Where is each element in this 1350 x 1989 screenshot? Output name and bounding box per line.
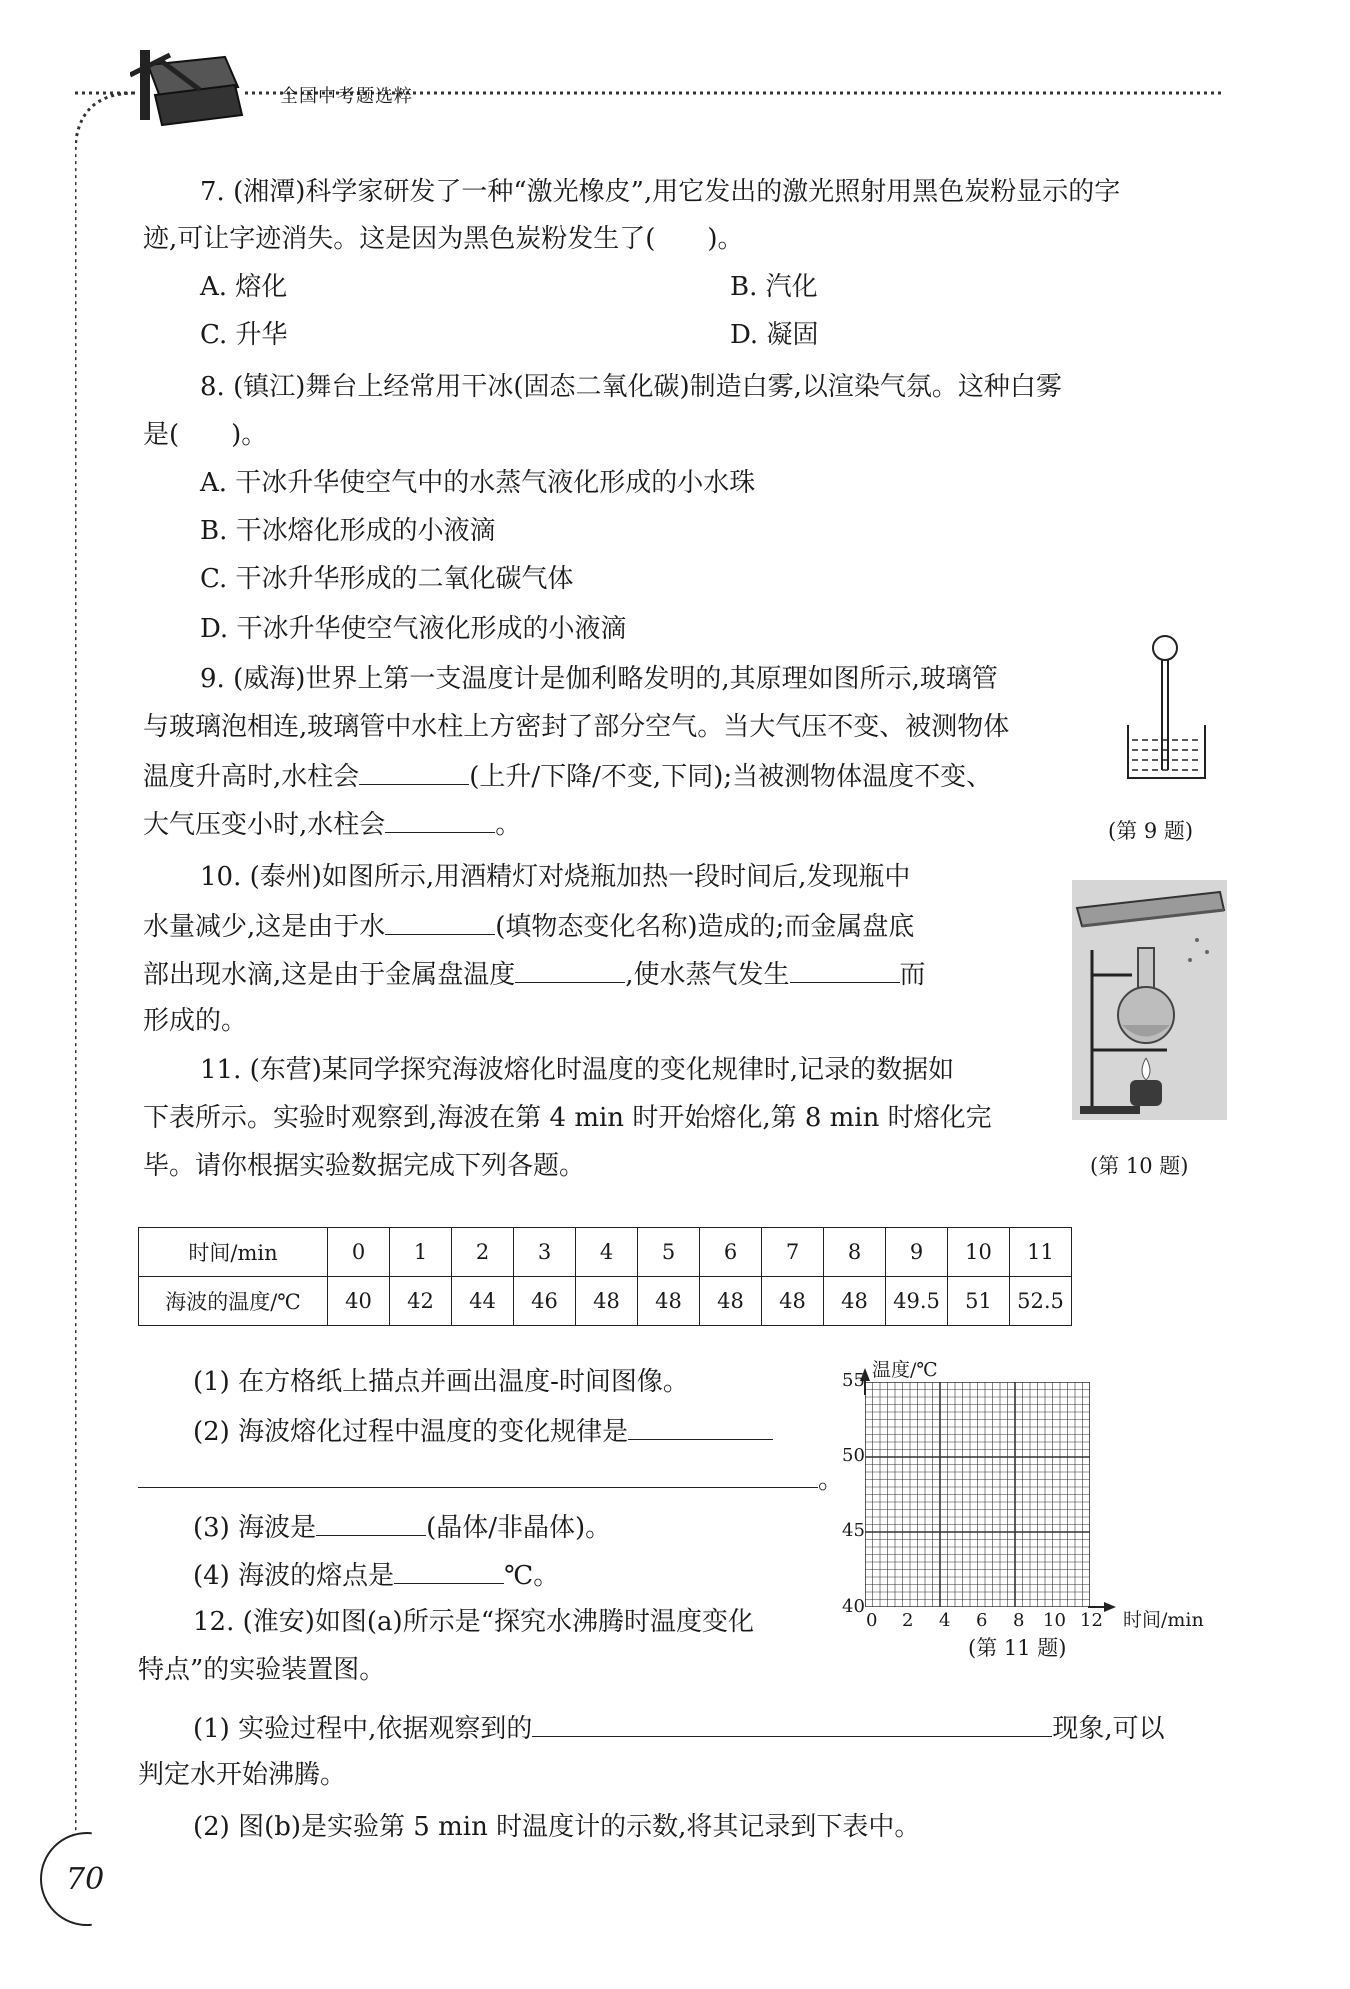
x-tick-label: 10 [1043,1610,1066,1631]
table-cell: 6 [700,1228,762,1277]
y-tick-label: 40 [842,1596,865,1617]
q8-option-c: C. 干冰升华形成的二氧化碳气体 [200,564,574,594]
q9-line4: 大气压变小时,水柱会 。 [143,806,521,842]
q11-blank-2[interactable] [138,1461,818,1488]
q10-blank-1[interactable] [385,908,495,935]
q11-sub3: (3) 海波是 (晶体/非晶体)。 [193,1509,611,1545]
q11-blank-3[interactable] [316,1509,426,1536]
q9-blank-1[interactable] [359,758,469,785]
table-cell: 5 [638,1228,700,1277]
q10-blank-3[interactable] [790,956,900,983]
q11-line1: 11. (东营)某同学探究海波熔化时温度的变化规律时,记录的数据如 [200,1055,955,1085]
table-cell: 1 [390,1228,452,1277]
q7-line2: 迹,可让字迹消失。这是因为黑色炭粉发生了( )。 [143,224,744,254]
table-row-time [139,1228,1072,1277]
x-tick-label: 2 [902,1610,914,1631]
table-cell: 48 [824,1277,886,1326]
table-cell: 49.5 [886,1277,948,1326]
x-tick-label: 4 [939,1610,951,1631]
table-cell: 51 [948,1277,1010,1326]
q10-line1: 10. (泰州)如图所示,用酒精灯对烧瓶加热一段时间后,发现瓶中 [200,862,911,892]
q10-caption: (第 10 题) [1090,1154,1189,1178]
q12-sub1-cont: 判定水开始沸腾。 [138,1760,347,1790]
q11-line3: 毕。请你根据实验数据完成下列各题。 [143,1151,586,1181]
q8-option-b: B. 干冰熔化形成的小液滴 [200,516,496,546]
q12-blank-1[interactable] [532,1710,1052,1737]
q11-sub2: (2) 海波熔化过程中温度的变化规律是 [193,1413,773,1449]
table-cell: 46 [514,1277,576,1326]
q12-line2: 特点”的实验装置图。 [138,1655,386,1685]
header-title: 全国中考题选粹 [280,86,413,107]
x-tick-label: 12 [1080,1610,1103,1631]
table-row-temp [139,1277,1072,1326]
q11-blank-4[interactable] [394,1557,504,1584]
galileo-thermometer-figure [1120,630,1220,785]
table-cell: 52.5 [1010,1277,1072,1326]
q9-line3: 温度升高时,水柱会 (上升/下降/不变,下同);当被测物体温度不变、 [143,758,992,794]
q7-option-b: B. 汽化 [730,272,818,302]
table-cell: 2 [452,1228,514,1277]
table-header-temp: 海波的温度/℃ [139,1277,328,1326]
q9-caption: (第 9 题) [1108,819,1194,843]
q10-line4: 形成的。 [143,1006,248,1036]
q11-sub4: (4) 海波的熔点是 ℃。 [193,1557,559,1593]
q11-sub1: (1) 在方格纸上描点并画出温度-时间图像。 [193,1367,689,1397]
q7-option-a: A. 熔化 [200,272,288,302]
q11-line2: 下表所示。实验时观察到,海波在第 4 min 时开始熔化,第 8 min 时熔化完 [143,1103,992,1133]
table-cell: 48 [638,1277,700,1326]
q7-line1: 7. (湘潭)科学家研发了一种“激光橡皮”,用它发出的激光照射用黑色炭粉显示的字 [200,177,1121,207]
page-number: 70 [66,1862,105,1897]
table-cell: 10 [948,1228,1010,1277]
q7-option-d: D. 凝固 [730,320,819,350]
q10-line2: 水量减少,这是由于水 (填物态变化名称)造成的;而金属盘底 [143,908,914,944]
table-cell: 8 [824,1228,886,1277]
q10-line3: 部出现水滴,这是由于金属盘温度 ,使水蒸气发生 而 [143,956,926,992]
y-tick-label: 45 [842,1520,865,1541]
y-tick-label: 55 [842,1370,865,1391]
q8-line1: 8. (镇江)舞台上经常用干冰(固态二氧化碳)制造白雾,以渲染气氛。这种白雾 [200,372,1062,402]
x-tick-label: 6 [976,1610,988,1631]
table-cell: 7 [762,1228,824,1277]
x-tick-label: 0 [866,1610,878,1631]
q9-blank-2[interactable] [385,806,495,833]
table-cell: 3 [514,1228,576,1277]
q8-line2: 是( )。 [143,420,268,450]
q8-option-d: D. 干冰升华使空气液化形成的小液滴 [200,614,627,644]
table-cell: 42 [390,1277,452,1326]
table-cell: 48 [762,1277,824,1326]
y-tick-label: 50 [842,1445,865,1466]
q9-line2: 与玻璃泡相连,玻璃管中水柱上方密封了部分空气。当大气压不变、被测物体 [143,712,1010,742]
q7-option-c: C. 升华 [200,320,288,350]
q8-option-a: A. 干冰升华使空气中的水蒸气液化形成的小水珠 [200,468,756,498]
table-header-time: 时间/min [139,1228,328,1277]
table-cell: 48 [576,1277,638,1326]
table-cell: 44 [452,1277,514,1326]
graph-ylabel: 温度/℃ [872,1359,938,1381]
grid [865,1382,1090,1607]
table-cell: 0 [328,1228,390,1277]
q9-line1: 9. (威海)世界上第一支温度计是伽利略发明的,其原理如图所示,玻璃管 [200,664,998,694]
x-tick-label: 8 [1013,1610,1025,1631]
table-cell: 9 [886,1228,948,1277]
q11-blank-1[interactable] [628,1413,773,1440]
q10-blank-2[interactable] [515,956,625,983]
q11-caption: (第 11 题) [968,1636,1067,1660]
q12-sub1: (1) 实验过程中,依据观察到的 现象,可以 [193,1710,1165,1746]
table-cell: 11 [1010,1228,1072,1277]
graph-xlabel: 时间/min [1123,1609,1204,1631]
q12-line1: 12. (淮安)如图(a)所示是“探究水沸腾时温度变化 [193,1607,754,1637]
data-table [138,1227,1072,1326]
q11-sub2-cont: 。 [138,1461,844,1497]
table-cell: 40 [328,1277,390,1326]
table-cell: 4 [576,1228,638,1277]
q12-sub2: (2) 图(b)是实验第 5 min 时温度计的示数,将其记录到下表中。 [193,1812,921,1842]
table-cell: 48 [700,1277,762,1326]
flask-heating-photo [1072,880,1227,1120]
